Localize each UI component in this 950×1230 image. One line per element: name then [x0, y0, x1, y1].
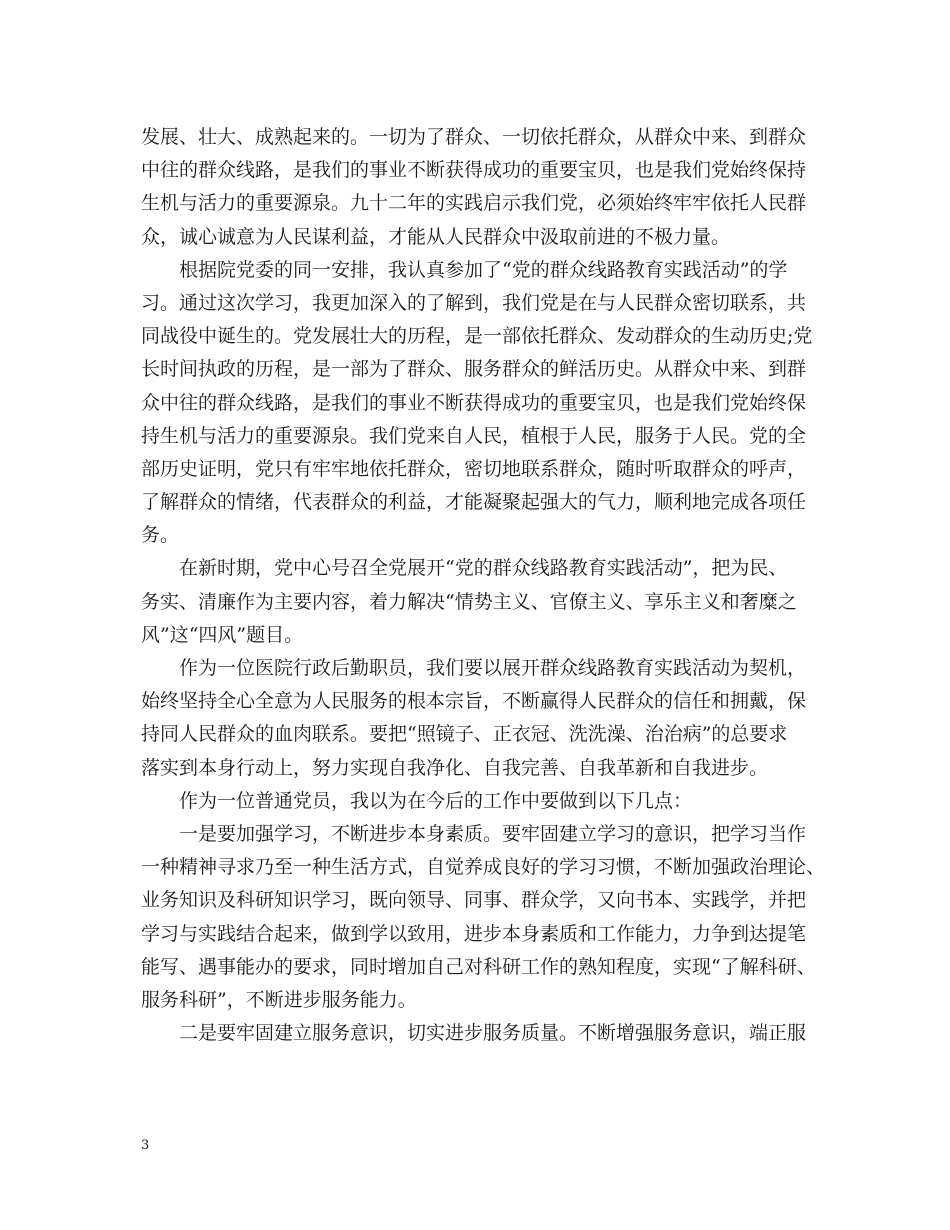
- text-line: 发展、壮大、成熟起来的。一切为了群众、一切依托群众，从群众中来、到群众: [141, 126, 807, 148]
- text-line: 同战役中诞生的。党发展壮大的历程，是一部依托群众、发动群众的生动历史;党: [141, 325, 813, 348]
- text-line: 习。通过这次学习，我更加深入的了解到，我们党是在与人民群众密切联系，共: [141, 291, 807, 314]
- text-line: 作为一位医院行政后勤职员，我们要以展开群众线路教育实践活动为契机，: [179, 657, 807, 679]
- text-line: 务。: [141, 524, 180, 547]
- text-line: 二是要牢固建立服务意识，切实进步服务质量。不断增强服务意识，端正服: [179, 1022, 807, 1045]
- text-line: 长时间执政的历程，是一部为了群众、服务群众的鲜活历史。从群众中来、到群: [141, 358, 807, 381]
- text-line: 学习与实践结合起来，做到学以致用，进步本身素质和工作能力，力争到达提笔: [141, 922, 807, 945]
- text-line: 一是要加强学习，不断进步本身素质。要牢固建立学习的意识，把学习当作: [179, 822, 807, 845]
- text-line: 落实到本身行动上，努力实现自我净化、自我完善、自我革新和自我进步。: [141, 756, 769, 779]
- text-line: 部历史证明，党只有牢牢地依托群众，密切地联系群众，随时听取群众的呼声，: [141, 457, 807, 480]
- text-line: 风”这“四风”题目。: [141, 623, 304, 646]
- text-line: 持同人民群众的血肉联系。要把“照镜子、正衣冠、洗洗澡、治治病”的总要求: [141, 723, 788, 746]
- text-line: 持生机与活力的重要源泉。我们党来自人民，植根于人民，服务于人民。党的全: [141, 424, 807, 447]
- text-line: 生机与活力的重要源泉。九十二年的实践启示我们党，必须始终牢牢依托人民群: [141, 192, 807, 215]
- text-line: 能写、遇事能办的要求，同时增加自己对科研工作的熟知程度，实现“了解科研、: [141, 955, 816, 978]
- text-line: 始终坚持全心全意为人民服务的根本宗旨，不断赢得人民群众的信任和拥戴，保: [141, 690, 807, 713]
- text-line: 众，诚心诚意为人民谋利益，才能从人民群众中汲取前进的不极力量。: [141, 225, 731, 248]
- text-line: 作为一位普通党员，我以为在今后的工作中要做到以下几点：: [179, 789, 693, 812]
- text-line: 务实、清廉作为主要内容，着力解决“情势主义、官僚主义、享乐主义和奢糜之: [141, 590, 797, 613]
- text-line: 在新时期，党中心号召全党展开“党的群众线路教育实践活动”，把为民、: [179, 557, 788, 580]
- text-line: 众中往的群众线路，是我们的事业不断获得成功的重要宝贝，也是我们党始终保: [141, 391, 807, 414]
- text-line: 业务知识及科研知识学习，既向领导、同事、群众学，又向书本、实践学，并把: [141, 889, 807, 912]
- text-line: 根据院党委的同一安排，我认真参加了“党的群众线路教育实践活动”的学: [179, 258, 788, 281]
- text-line: 服务科研”，不断进步服务能力。: [141, 988, 417, 1011]
- text-line: 了解群众的情绪，代表群众的利益，才能凝聚起强大的气力，顺利地完成各项任: [141, 491, 807, 514]
- page-number: 3: [141, 1138, 150, 1153]
- document-body: [141, 121, 826, 1050]
- text-line: 中往的群众线路，是我们的事业不断获得成功的重要宝贝，也是我们党始终保持: [141, 159, 807, 182]
- text-line: 一种精神寻求乃至一种生活方式，自觉养成良好的学习习惯，不断加强政治理论、: [141, 856, 826, 879]
